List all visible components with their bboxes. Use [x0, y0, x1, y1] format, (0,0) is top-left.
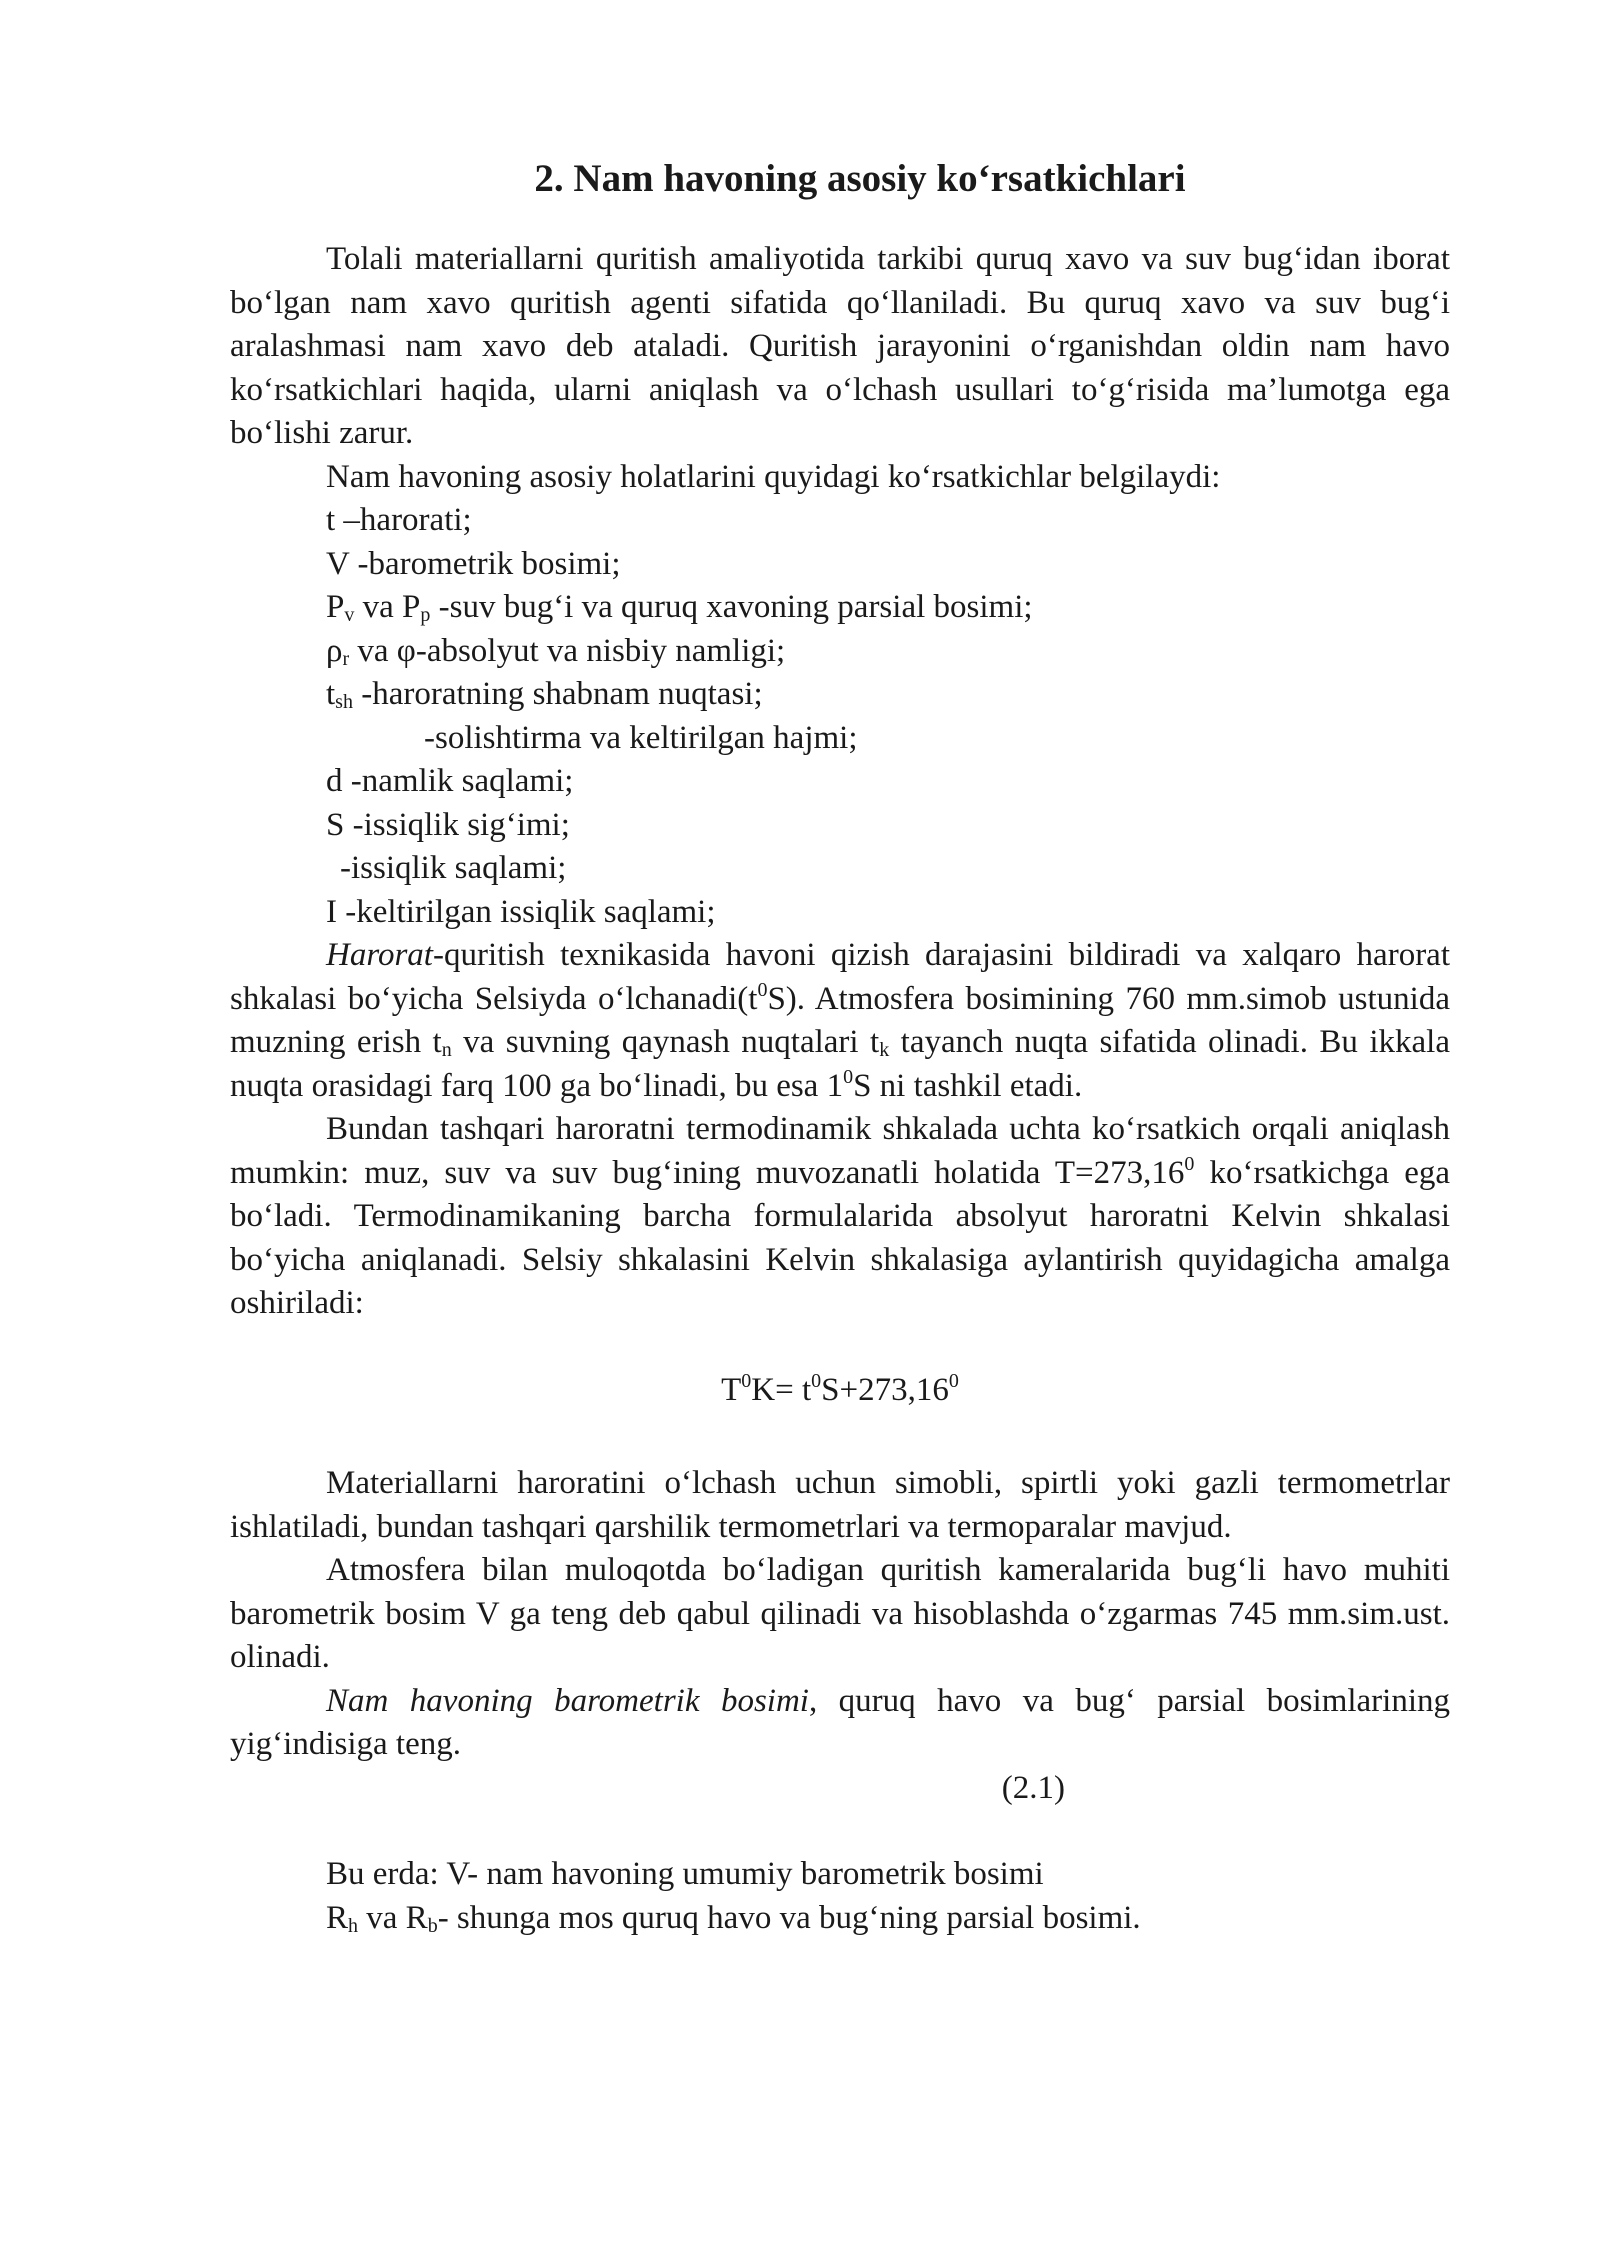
harorat-paragraph: Harorat-quritish texnikasida havoni qizish darajasini bildiradi va xalqaro harorat shkalasi bo‘yicha Selsiyda $o‘lchanadi(t^0S)$. Atmosfera bosimining 760 mm.simob ustunida muzning erish $t_n$ va suvning qaynash nuqtalari $t_k$ tayanch nuqta sifatida olinadi. Bu ikkala nuqta orasidagi farq 100 ga bo‘linadi, bu esa $1^0S$ ni tashkil etadi.	[230, 937, 1450, 1104]
list-item-t: t –harorati;	[326, 502, 472, 538]
list-item-d: d -namlik saqlami;	[326, 763, 574, 799]
list-item-i: I -keltirilgan issiqlik saqlami;	[326, 893, 716, 930]
list-item-humidity: $\rho_r$ va φ-absolyut va nisbiy namligi;	[326, 632, 786, 670]
list-item-heat: -issiqlik saqlami;	[340, 850, 567, 886]
document-body	[230, 150, 1450, 1940]
equation-number: (2.1)	[1001, 1769, 1065, 1806]
spacer	[230, 1810, 1450, 1853]
list-item-dewpoint: $t_{sh}$ -haroratning shabnam nuqtasi;	[326, 676, 763, 713]
partial-pressure-line: $R_h$ va $R_b-$ shunga mos quruq havo va bug‘ning parsial bosimi.	[326, 1899, 1141, 1937]
thermometers-paragraph: Materiallarni haroratini o‘lchash uchun simobli, spirtli yoki gazli termometrlar ishlatiladi, bundan tashqari qarshilik termometrlari va termoparalar mavjud.	[230, 1465, 1450, 1545]
section-heading: 2. Nam havoning asosiy ko‘rsatkichlari	[534, 157, 1186, 200]
kelvin-paragraph: Bundan tashqari haroratni termodinamik shkalada uchta ko‘rsatkich orqali aniqlash mumkin: muz, suv va suv bug‘ining muvozanatli holatida $T=273,16^0$ ko‘rsatkichga ega bo‘ladi. Termodinamikaning barcha formulalarida absolyut haroratni Kelvin shkalasi bo‘yicha aniqlanadi. Selsiy shkalasini Kelvin shkalasiga aylantirish quyidagicha amalga oshiriladi:	[230, 1111, 1450, 1321]
kelvin-formula: $T^0K= t^0S+273,16^0$	[721, 1369, 959, 1408]
atmosphere-paragraph: Atmosfera bilan muloqotda bo‘ladigan quritish kameralarida bug‘li havo muhiti barometrik bosim V ga teng deb qabul qilinadi va hisoblashda o‘zgarmas 745 mm.sim.ust. olinadi.	[230, 1552, 1450, 1675]
barometric-paragraph: Nam havoning barometrik bosimi, quruq havo va bug‘ parsial bosimlarining yig‘indisiga teng.	[230, 1682, 1451, 1762]
list-item-volume: -solishtirma va keltirilgan hajmi;	[424, 719, 858, 756]
where-line: Bu erda: V- nam havoning umumiy barometrik bosimi	[326, 1856, 1044, 1892]
list-item-s: S -issiqlik sig‘imi;	[326, 806, 570, 843]
intro-paragraph: Tolali materiallarni quritish amaliyotida tarkibi quruq xavo va suv bug‘idan iborat bo‘lgan nam xavo quritish agenti sifatida qo‘llaniladi. Bu quruq xavo va suv bug‘i aralashmasi nam xavo deb ataladi. Quritish jarayonini o‘rganishdan oldin nam havo ko‘rsatkichlari haqida, ularni aniqlash va o‘lchash usullari to‘g‘risida ma’lumotga ega bo‘lishi zarur.	[230, 241, 1450, 451]
list-intro: Nam havoning asosiy holatlarini quyidagi ko‘rsatkichlar belgilaydi:	[326, 458, 1221, 495]
list-item-pressures: $P_v$ va $P_p$ -suv bug‘i va quruq xavoning parsial bosimi;	[326, 589, 1033, 626]
list-item-v: V -barometrik bosimi;	[326, 545, 621, 582]
